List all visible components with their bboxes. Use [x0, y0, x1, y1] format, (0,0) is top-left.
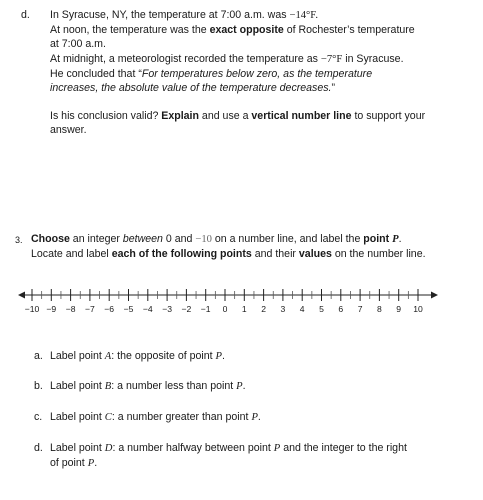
bold-text: each of the following points [111, 248, 252, 261]
point-variable: B [104, 381, 112, 392]
tick-label: 8 [377, 304, 382, 314]
point-variable: P [251, 412, 258, 423]
point-variable: A [104, 351, 112, 362]
tick-label: −7 [84, 304, 95, 314]
tick-label: −10 [24, 304, 40, 314]
item-c-text [50, 410, 261, 425]
bold-text: vertical number line [251, 110, 352, 122]
text: At midnight, a meteorologist recorded the temperature as [50, 52, 321, 65]
left-arrow-icon [18, 292, 25, 299]
part-d-line-3: at 7:00 a.m. [50, 38, 106, 51]
tick-label: 6 [338, 304, 344, 314]
text: : a number greater than point [111, 411, 252, 423]
tick-label: −2 [181, 304, 192, 314]
part-d-line-4 [50, 52, 415, 67]
part-d-marker: d. [21, 9, 30, 21]
item-d-line-1 [50, 441, 407, 456]
text: He concluded that “ [50, 67, 142, 80]
temperature-value: −14°F. [289, 10, 318, 21]
tick-label: −5 [123, 304, 134, 314]
item-d-text [50, 441, 407, 471]
tick-label: 4 [299, 304, 305, 314]
point-variable: P [273, 443, 281, 454]
quote-text: increases, the absolute value of the temperature decreases. [50, 82, 332, 95]
problem-3-prompt [31, 232, 426, 261]
text: : a number less than point [111, 380, 237, 392]
text: of point [50, 457, 88, 470]
tick-label: −3 [162, 304, 173, 314]
text: and their [251, 248, 299, 261]
text: and the integer to the right [280, 442, 407, 454]
part-d-paragraph [50, 8, 415, 95]
text: Locate and label [31, 248, 112, 261]
text: . [222, 350, 225, 362]
bold-text: point [363, 233, 393, 245]
bold-text: exact opposite [209, 24, 284, 37]
point-variable: P [392, 234, 399, 245]
text: ” [331, 82, 336, 95]
number-line [0, 282, 483, 322]
point-variable: P [87, 458, 95, 470]
text: . [257, 411, 261, 423]
point-variable: C [104, 412, 112, 423]
text: 0 and [162, 233, 196, 245]
point-variable: P [215, 351, 222, 362]
math-value: −10 [195, 234, 212, 245]
text: to support your [351, 110, 426, 122]
item-d [34, 441, 43, 455]
text: Label point [50, 411, 105, 423]
item-marker: b. [34, 380, 43, 392]
item-marker: d. [34, 442, 43, 454]
text: At noon, the temperature was the [50, 24, 210, 37]
item-a-text [50, 349, 225, 364]
tick-label: 2 [261, 304, 266, 314]
part-d-line-1 [50, 8, 415, 23]
point-variable: P [236, 381, 243, 392]
tick-label: 5 [319, 304, 324, 314]
item-d-line-2 [50, 456, 407, 471]
text: on the number line. [331, 248, 426, 261]
quote-text: For temperatures below zero, as the temperature [141, 67, 373, 80]
part-d-question [50, 109, 425, 137]
part-d-line-6 [50, 81, 415, 95]
tick-label: 9 [396, 304, 402, 314]
italic-text: between [122, 233, 163, 245]
bold-text: Explain [161, 110, 199, 122]
tick-label: −8 [65, 304, 76, 314]
item-marker: c. [34, 411, 43, 423]
text: . [242, 380, 246, 392]
text: an integer [69, 233, 123, 245]
text: : a number halfway between point [112, 442, 274, 454]
temperature-value: −7°F [320, 53, 343, 65]
text: . [94, 457, 98, 470]
part-d-line-5 [50, 67, 415, 81]
item-a [34, 349, 43, 363]
text: in Syracuse. [342, 52, 404, 65]
tick-label: −4 [142, 304, 153, 314]
text: of Rochester’s temperature [283, 24, 415, 37]
tick-label: 3 [280, 304, 286, 314]
text: Label point [50, 442, 105, 454]
right-arrow-icon [431, 292, 438, 299]
item-c [34, 410, 42, 424]
tick-label: 7 [357, 304, 363, 314]
text: and use a [198, 110, 252, 122]
text: In Syracuse, NY, the temperature at 7:00 a.m. was [50, 9, 290, 21]
tick-label: −9 [46, 304, 57, 314]
point-variable: D [104, 443, 113, 454]
bold-text: values [298, 248, 332, 261]
tick-label: 0 [222, 304, 228, 314]
text: : the opposite of point [111, 350, 216, 362]
problem-3-line-2 [31, 247, 426, 261]
question-line-1 [50, 109, 425, 123]
text: Is his conclusion valid? [50, 110, 162, 122]
text: on a number line, and label the [211, 233, 364, 245]
problem-3-marker: 3. [15, 235, 23, 245]
text: Label point [50, 350, 105, 362]
tick-label: 1 [241, 304, 247, 314]
item-b-text [50, 379, 246, 394]
text: . [398, 233, 402, 245]
question-line-2: answer. [50, 124, 87, 137]
item-b [34, 379, 43, 393]
item-marker: a. [34, 350, 43, 362]
problem-3-line-1 [31, 232, 426, 247]
tick-label: −6 [104, 304, 115, 314]
text: Label point [50, 380, 105, 392]
tick-label: −1 [200, 304, 211, 314]
bold-text: Choose [31, 233, 70, 245]
tick-label: 10 [413, 304, 423, 314]
part-d-line-2 [50, 23, 415, 37]
